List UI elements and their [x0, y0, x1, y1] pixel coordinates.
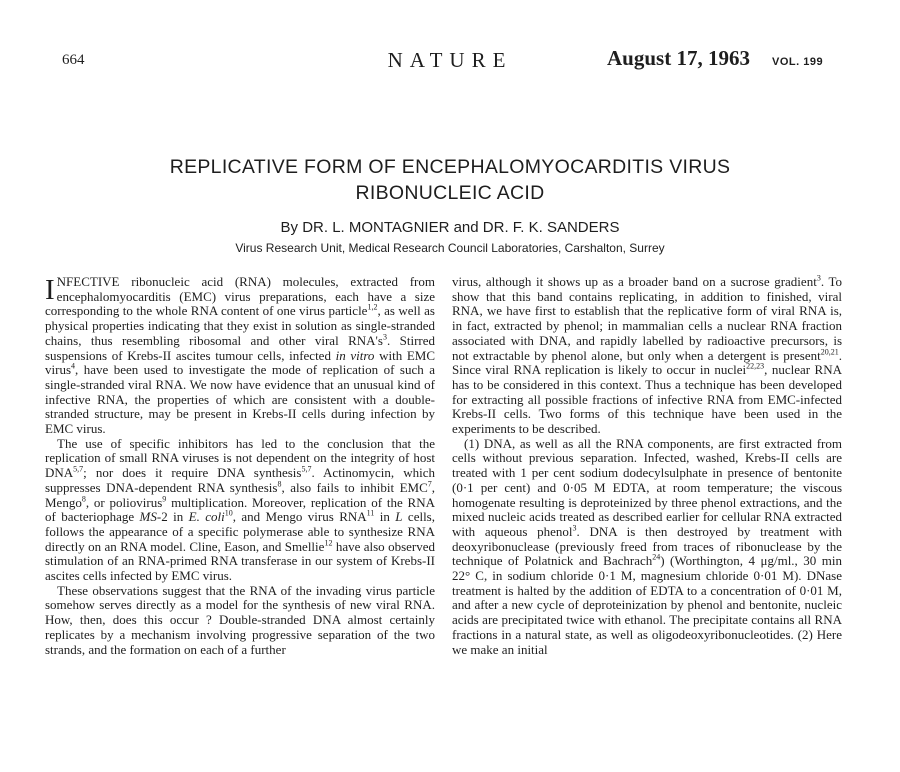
reference-marker: 8: [277, 479, 282, 489]
text-run: multiplication. Moreover, replication of the RNA of bacteriophage: [45, 494, 435, 525]
body-paragraph: [45, 275, 435, 437]
text-run: . Actinomycin, which suppresses DNA-dependent RNA synthesis: [45, 465, 435, 495]
reference-marker: 11: [366, 508, 375, 518]
reference-marker: 10: [224, 508, 233, 518]
reference-marker: 3: [816, 273, 821, 283]
text-run: . To show that this band contains replicating, in addition to finished, viral RNA, we have first to establish that the replicative form of viral RNA is, in fact, extracted by phenol; in mammalian cells a nuclear RNA fraction associated with DNA, and rapidly labelled by radioactive precursors, is not extractable by phenol alone, but only when a detergent is present: [452, 274, 842, 363]
text-run: , also fails to inhibit EMC: [281, 479, 428, 495]
reference-marker: 20,21: [820, 347, 839, 357]
text-run: cells, follows the appearance of a specific polymerase able to synthesize RNA directly on an RNA model. Cline, Eason, and Smellie: [45, 509, 435, 554]
text-run: NFECTIVE ribonucleic acid (RNA) molecules, extracted from encephalomyocarditis (EMC) virus preparations, each have a size corresponding to the whole RNA content of one virus particle: [45, 274, 435, 319]
text-run: , nuclear RNA has to be considered in this context. Thus a technique has been developed for extracting all possible fractions of infective RNA from EMC-infected Krebs-II cells. Two forms of this technique have been used in the experiments to be described.: [452, 362, 842, 437]
text-run: , as well as physical properties indicating that they exist in solution as single-stranded chains, thus resembling ribosomal and other viral RNA's: [45, 303, 435, 348]
text-run: , and Mengo virus RNA: [232, 509, 367, 525]
body-paragraph: [45, 437, 435, 584]
issue-date: August 17, 1963: [607, 46, 750, 70]
article-title-line-1: REPLICATIVE FORM OF ENCEPHALOMYOCARDITIS VIRUS: [169, 156, 731, 178]
text-run: The use of specific inhibitors has led to the conclusion that the replication of small RNA viruses is not dependent on the integrity of host DNA: [45, 435, 435, 481]
reference-marker: 9: [162, 494, 167, 504]
text-run: , or poliovirus: [85, 494, 163, 510]
text-run: have also observed stimulation of an RNA-primed RNA transferase in our system of Krebs-II ascites cells infected by EMC virus.: [45, 538, 435, 584]
reference-marker: 1,2: [367, 303, 378, 313]
left-column: [45, 275, 435, 657]
reference-marker: 3: [382, 332, 387, 342]
text-run: -2 in: [156, 509, 189, 525]
text-run: in: [374, 509, 396, 525]
journal-name: NATURE: [387, 48, 513, 72]
author-affiliation: Virus Research Unit, Medical Research Council Laboratories, Carshalton, Surrey: [235, 241, 665, 255]
reference-marker: 24: [652, 553, 661, 563]
reference-marker: 22,23: [746, 361, 765, 371]
text-run: with EMC virus: [45, 347, 435, 378]
reference-marker: 8: [81, 494, 86, 504]
article-authors: By DR. L. MONTAGNIER and DR. F. K. SANDERS: [280, 219, 620, 236]
reference-marker: 5,7: [301, 464, 312, 474]
italic-text: MS: [139, 509, 157, 525]
text-run: virus, although it shows up as a broader band on a sucrose gradient: [452, 274, 817, 289]
italic-text: E. coli: [188, 509, 225, 525]
reference-marker: 4: [71, 361, 75, 371]
reference-marker: 7: [427, 479, 432, 489]
text-run: . Since viral RNA replication is likely to occur in nuclei: [452, 347, 842, 378]
reference-marker: 12: [324, 538, 333, 548]
text-run: ; nor does it require DNA synthesis: [83, 465, 302, 481]
body-paragraph: [452, 437, 842, 658]
text-run: . DNA is then destroyed by treatment with deoxyribonuclease (previously freed from traces of ribonuclease by the technique of Polatnick and Bachrach: [452, 523, 843, 569]
drop-cap: I: [45, 274, 55, 306]
body-paragraph: [452, 275, 842, 437]
volume-number: VOL. 199: [772, 56, 824, 68]
reference-marker: 3: [572, 523, 577, 533]
text-run: , have been used to investigate the mode of replication of such a single-stranded viral RNA. We now have evidence that an unusual kind of infective RNA, the properties of which are consistent with a double-stranded structure, may be present in Krebs-II cells during infection by EMC virus.: [45, 362, 435, 437]
text-run: . Stirred suspensions of Krebs-II ascites tumour cells, infected: [45, 332, 435, 363]
text-run: , Mengo: [45, 479, 435, 510]
article-title-line-2: RIBONUCLEIC ACID: [355, 182, 545, 204]
article-title: [0, 154, 900, 206]
italic-text: in vitro: [335, 347, 375, 363]
text-run: (1) DNA, as well as all the RNA components, are first extracted from cells without previous separation. Infected, washed, Krebs-II cells are treated with 1 per cent sodium dodecylsulphate in presence of bentonite (0·1 per cent) and 0·05 M EDTA, at room temperature; the viscous homogenate resulting is deproteinized by three phenol extractions, and the mixed nucleic acids treated as described earlier for cellular RNA extracted with aqueous phenol: [452, 435, 842, 539]
reference-marker: 5,7: [73, 464, 84, 474]
text-run: These observations suggest that the RNA of the invading virus particle somehow serves directly as a model for the synthesis of new viral RNA. How, then, does this occur ? Double-stranded DNA almost certainly replicates by a mechanism involving progressive separation of the two strands, and the formation on each of a further: [45, 582, 435, 657]
body-paragraph: [45, 584, 435, 658]
right-column: [452, 275, 842, 657]
page-number: 664: [62, 52, 85, 68]
italic-text: L: [395, 509, 403, 525]
text-run: ) (Worthington, 4 μg/ml., 30 min 22° C, in sodium chloride 0·1 M, magnesium chloride 0·01 M). DNase treatment is halted by the addition of EDTA to a concentration of 0·01 M, and after a new cycle of deproteinization by phenol and bentonite, nucleic acids are precipitated twice with ethanol. The precipitate contains all RNA fractions in a natural state, as well as oligodeoxyribonucleotides. (2) Here we make an initial: [452, 553, 842, 657]
